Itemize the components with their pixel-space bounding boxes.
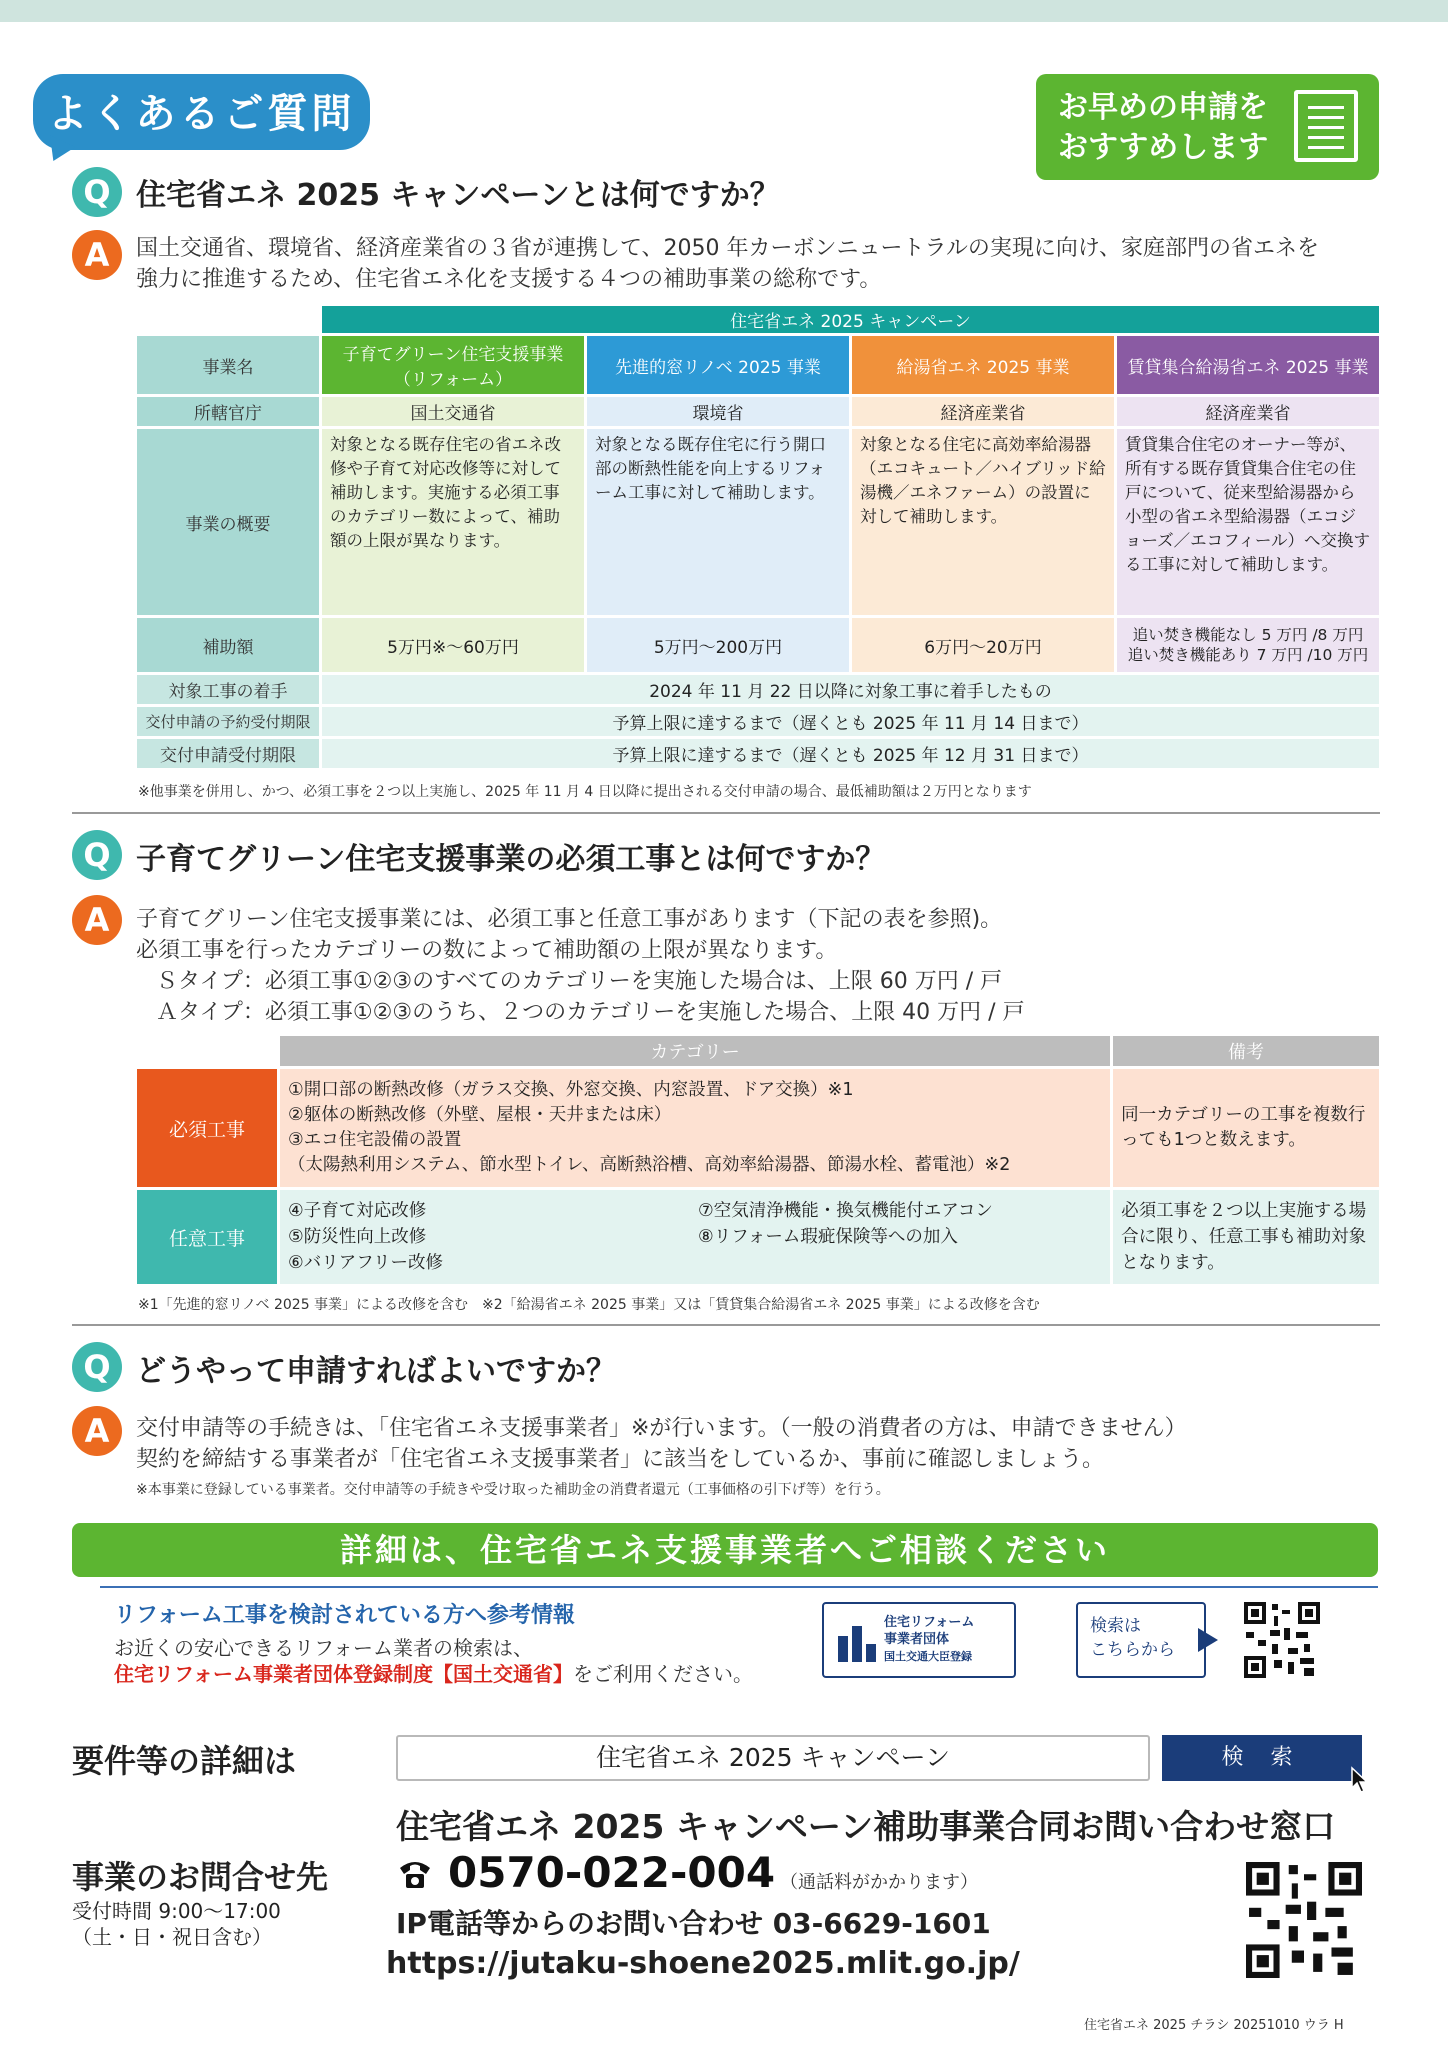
house-icon [836,1618,878,1664]
q2-answer-line-1: 子育てグリーン住宅支援事業には、必須工事と任意工事があります（下記の表を参照)。 [136,907,1003,932]
early-line-1: お早めの申請を [1058,90,1268,125]
phone-number[interactable]: 0570-022-004 [448,1848,776,1897]
q3-answer-line-1: 交付申請等の手続きは、「住宅省エネ支援事業者」※が行います。（一般の消費者の方は、申請できません） [136,1416,1187,1441]
q1-answer-line-2: 強力に推進するため、住宅省エネ化を支援する４つの補助事業の総称です。 [136,267,882,292]
search-input[interactable]: 住宅省エネ 2025 キャンペーン [396,1735,1150,1781]
work-category-table [134,1033,1382,1287]
reform-info-box [100,1586,1378,1690]
early-application-box [1036,74,1379,180]
q3-note: ※本事業に登録している事業者。交付申請等の手続きや受け取った補助金の消費者還元（工事価格の引下げ等）を行う。 [136,1482,890,1498]
optional-item-5: ⑤防災性向上改修 [288,1227,427,1247]
q1-note: ※他事業を併用し、かつ、必須工事を２つ以上実施し、2025 年 11 月 4 日以降に提出される交付申請の場合、最低補助額は２万円となります [138,784,1032,800]
q2-question: 子育てグリーン住宅支援事業の必須工事とは何ですか？ [136,842,886,877]
amount-4-line-1: 追い焚き機能なし 5 万円 /8 万円 [1132,626,1364,644]
q2-answer-line-3: Ｓタイプ：必須工事①②③のすべてのカテゴリーを実施した場合は、上限 60 万円 / 戸 [156,969,1003,994]
q3-question: どうやって申請すればよいですか？ [136,1354,616,1389]
early-line-2: おすすめします [1058,130,1269,165]
amount-4-line-2: 追い焚き機能あり 7 万円 /10 万円 [1127,646,1369,664]
ministry-1: 国土交通省 [322,397,584,426]
ministry-3: 経済産業省 [852,397,1114,426]
consult-banner: 詳細は、住宅省エネ支援事業者へご相談ください [72,1523,1378,1577]
reform-registry-logo [822,1602,1016,1678]
q1-answer [136,233,1386,295]
qr-code-icon[interactable] [1244,1602,1320,1678]
required-remark: 同一カテゴリーの工事を複数行っても1つと数えます。 [1113,1069,1379,1187]
q2-answer [136,904,1386,1028]
campaign-header: 住宅省エネ 2025 キャンペーン [322,306,1379,333]
q-icon: Q [72,167,122,217]
q-icon: Q [72,830,122,880]
a-icon: A [72,895,122,945]
website-url[interactable]: https://jutaku-shoene2025.mlit.go.jp/ [386,1946,1020,1981]
required-label: 必須工事 [137,1069,277,1187]
divider [72,812,1380,814]
row-header-summary: 事業の概要 [137,429,319,615]
required-item-1: ①開口部の断熱改修（ガラス交換、外窓交換、内窓設置、ドア交換）※1 [288,1080,854,1100]
ministry-2: 環境省 [587,397,849,426]
required-items [280,1069,1110,1187]
blank-cell [137,1036,277,1066]
phone-note: （通話料がかかります） [780,1872,978,1893]
optional-items-right [698,1198,993,1276]
reserve-deadline: 予算上限に達するまで（遅くとも 2025 年 11 月 14 日まで） [322,707,1379,736]
logo-text [884,1614,974,1665]
optional-items [280,1190,1110,1284]
optional-label: 任意工事 [137,1190,277,1284]
ip-phone-number[interactable]: 03-6629-1601 [772,1907,991,1940]
row-header-amount: 補助額 [137,618,319,672]
divider [72,1324,1380,1326]
optional-item-8: ⑧リフォーム瑕疵保険等への加入 [698,1227,958,1247]
a-icon: A [72,1406,122,1456]
early-application-text [1058,88,1288,168]
cursor-icon [1350,1766,1374,1794]
logo-line-3: 国土交通大臣登録 [884,1650,972,1663]
contact-label: 事業のお問合せ先 [72,1858,329,1896]
hours-note: （土・日・祝日含む） [72,1925,272,1949]
qr-code-icon[interactable] [1246,1862,1362,1978]
reform-line-2-suffix: をご利用ください。 [573,1662,753,1686]
optional-remark: 必須工事を２つ以上実施する場合に限り、任意工事も補助対象となります。 [1113,1190,1379,1284]
search-button[interactable]: 検 索 [1162,1735,1362,1781]
summary-4: 賃貸集合住宅のオーナー等が、所有する既存賃貸集合住宅の住戸について、従来型給湯器から小型の省エネ型給湯器（エコジョーズ／エコフィール）へ交換する工事に対して補助します。 [1117,429,1379,615]
reform-line-1: お近くの安心できるリフォーム業者の検索は、 [114,1636,533,1660]
required-item-3-detail: （太陽熱利用システム、節水型トイレ、高断熱浴槽、高効率給湯器、節湯水栓、蓄電池）※2 [288,1155,1011,1175]
contact-hours [72,1898,281,1950]
program-name-3: 給湯省エネ 2025 事業 [852,336,1114,394]
row-header-apply: 交付申請受付期限 [137,739,319,768]
document-icon [1294,90,1358,162]
details-label: 要件等の詳細は [72,1742,297,1780]
q2-answer-line-2: 必須工事を行ったカテゴリーの数によって補助額の上限が異なります。 [136,938,838,963]
optional-item-6: ⑥バリアフリー改修 [288,1253,444,1273]
optional-items-left [288,1198,698,1276]
summary-1: 対象となる既存住宅の省エネ改修や子育て対応改修等に対して補助します。実施する必須工事のカテゴリー数によって、補助額の上限が異なります。 [322,429,584,615]
row-header-name: 事業名 [137,336,319,394]
q1-question: 住宅省エネ 2025 キャンペーンとは何ですか？ [136,178,780,213]
summary-2: 対象となる既存住宅に行う開口部の断熱性能を向上するリフォーム工事に対して補助します。 [587,429,849,615]
program-name-2: 先進的窓リノベ 2025 事業 [587,336,849,394]
contact-title: 住宅省エネ 2025 キャンペーン補助事業合同お問い合わせ窓口 [396,1807,1336,1846]
ip-phone-label: IP電話等からのお問い合わせ [396,1907,763,1940]
arrow-right-icon [1198,1628,1218,1652]
search-here-button[interactable] [1076,1602,1206,1678]
faq-badge: よくあるご質問 [33,74,370,150]
a-icon: A [72,230,122,280]
program-name-1: 子育てグリーン住宅支援事業（リフォーム） [322,336,584,394]
ip-phone [396,1902,991,1942]
logo-line-2: 事業者団体 [884,1632,950,1647]
q-icon: Q [72,1342,122,1392]
search-here-line-2: こちらから [1090,1640,1175,1660]
required-item-2: ②躯体の断熱改修（外壁、屋根・天井または床） [288,1105,672,1125]
hours: 受付時間 9:00～17:00 [72,1899,281,1923]
ministry-4: 経済産業省 [1117,397,1379,426]
document-code: 住宅省エネ 2025 チラシ 20251010 ウラ H [1084,2018,1344,2033]
amount-4 [1117,618,1379,672]
remarks-header: 備考 [1113,1036,1379,1066]
q2-note: ※1「先進的窓リノベ 2025 事業」による改修を含む ※2「給湯省エネ 2025 事業」又は「賃貸集合給湯省エネ 2025 事業」による改修を含む [138,1297,1040,1313]
amount-3: 6万円～20万円 [852,618,1114,672]
optional-item-7: ⑦空気清浄機能・換気機能付エアコン [698,1201,993,1221]
reform-title: リフォーム工事を検討されている方へ参考情報 [114,1603,575,1628]
campaign-table [134,303,1382,771]
start-condition: 2024 年 11 月 22 日以降に対象工事に着手したもの [322,675,1379,704]
logo-line-1: 住宅リフォーム [884,1615,975,1630]
q3-answer-line-2: 契約を締結する事業者が「住宅省エネ支援事業者」に該当をしているか、事前に確認しましょう。 [136,1447,1105,1472]
apply-deadline: 予算上限に達するまで（遅くとも 2025 年 12 月 31 日まで） [322,739,1379,768]
top-band [0,0,1448,22]
row-header-reserve: 交付申請の予約受付期限 [137,707,319,736]
phone-icon [396,1858,434,1890]
summary-3: 対象となる住宅に高効率給湯器（エコキュート／ハイブリッド給湯機／エネファーム）の設置に対して補助します。 [852,429,1114,615]
reform-registration-link[interactable]: 住宅リフォーム事業者団体登録制度【国土交通省】 [114,1662,573,1686]
row-header-ministry: 所轄官庁 [137,397,319,426]
q1-answer-line-1: 国土交通省、環境省、経済産業省の３省が連携して、2050 年カーボンニュートラルの実現に向け、家庭部門の省エネを [136,236,1320,261]
q2-answer-line-4: Ａタイプ：必須工事①②③のうち、２つのカテゴリーを実施した場合、上限 40 万円 / 戸 [156,1000,1025,1025]
blank-cell [137,306,319,333]
q3-answer [136,1413,1386,1475]
category-header: カテゴリー [280,1036,1110,1066]
row-header-start: 対象工事の着手 [137,675,319,704]
amount-1: 5万円※～60万円 [322,618,584,672]
required-item-3: ③エコ住宅設備の設置 [288,1130,462,1150]
program-name-4: 賃貸集合給湯省エネ 2025 事業 [1117,336,1379,394]
amount-2: 5万円～200万円 [587,618,849,672]
search-here-line-1: 検索は [1090,1616,1141,1636]
optional-item-4: ④子育て対応改修 [288,1201,427,1221]
reform-line-2 [114,1658,753,1687]
